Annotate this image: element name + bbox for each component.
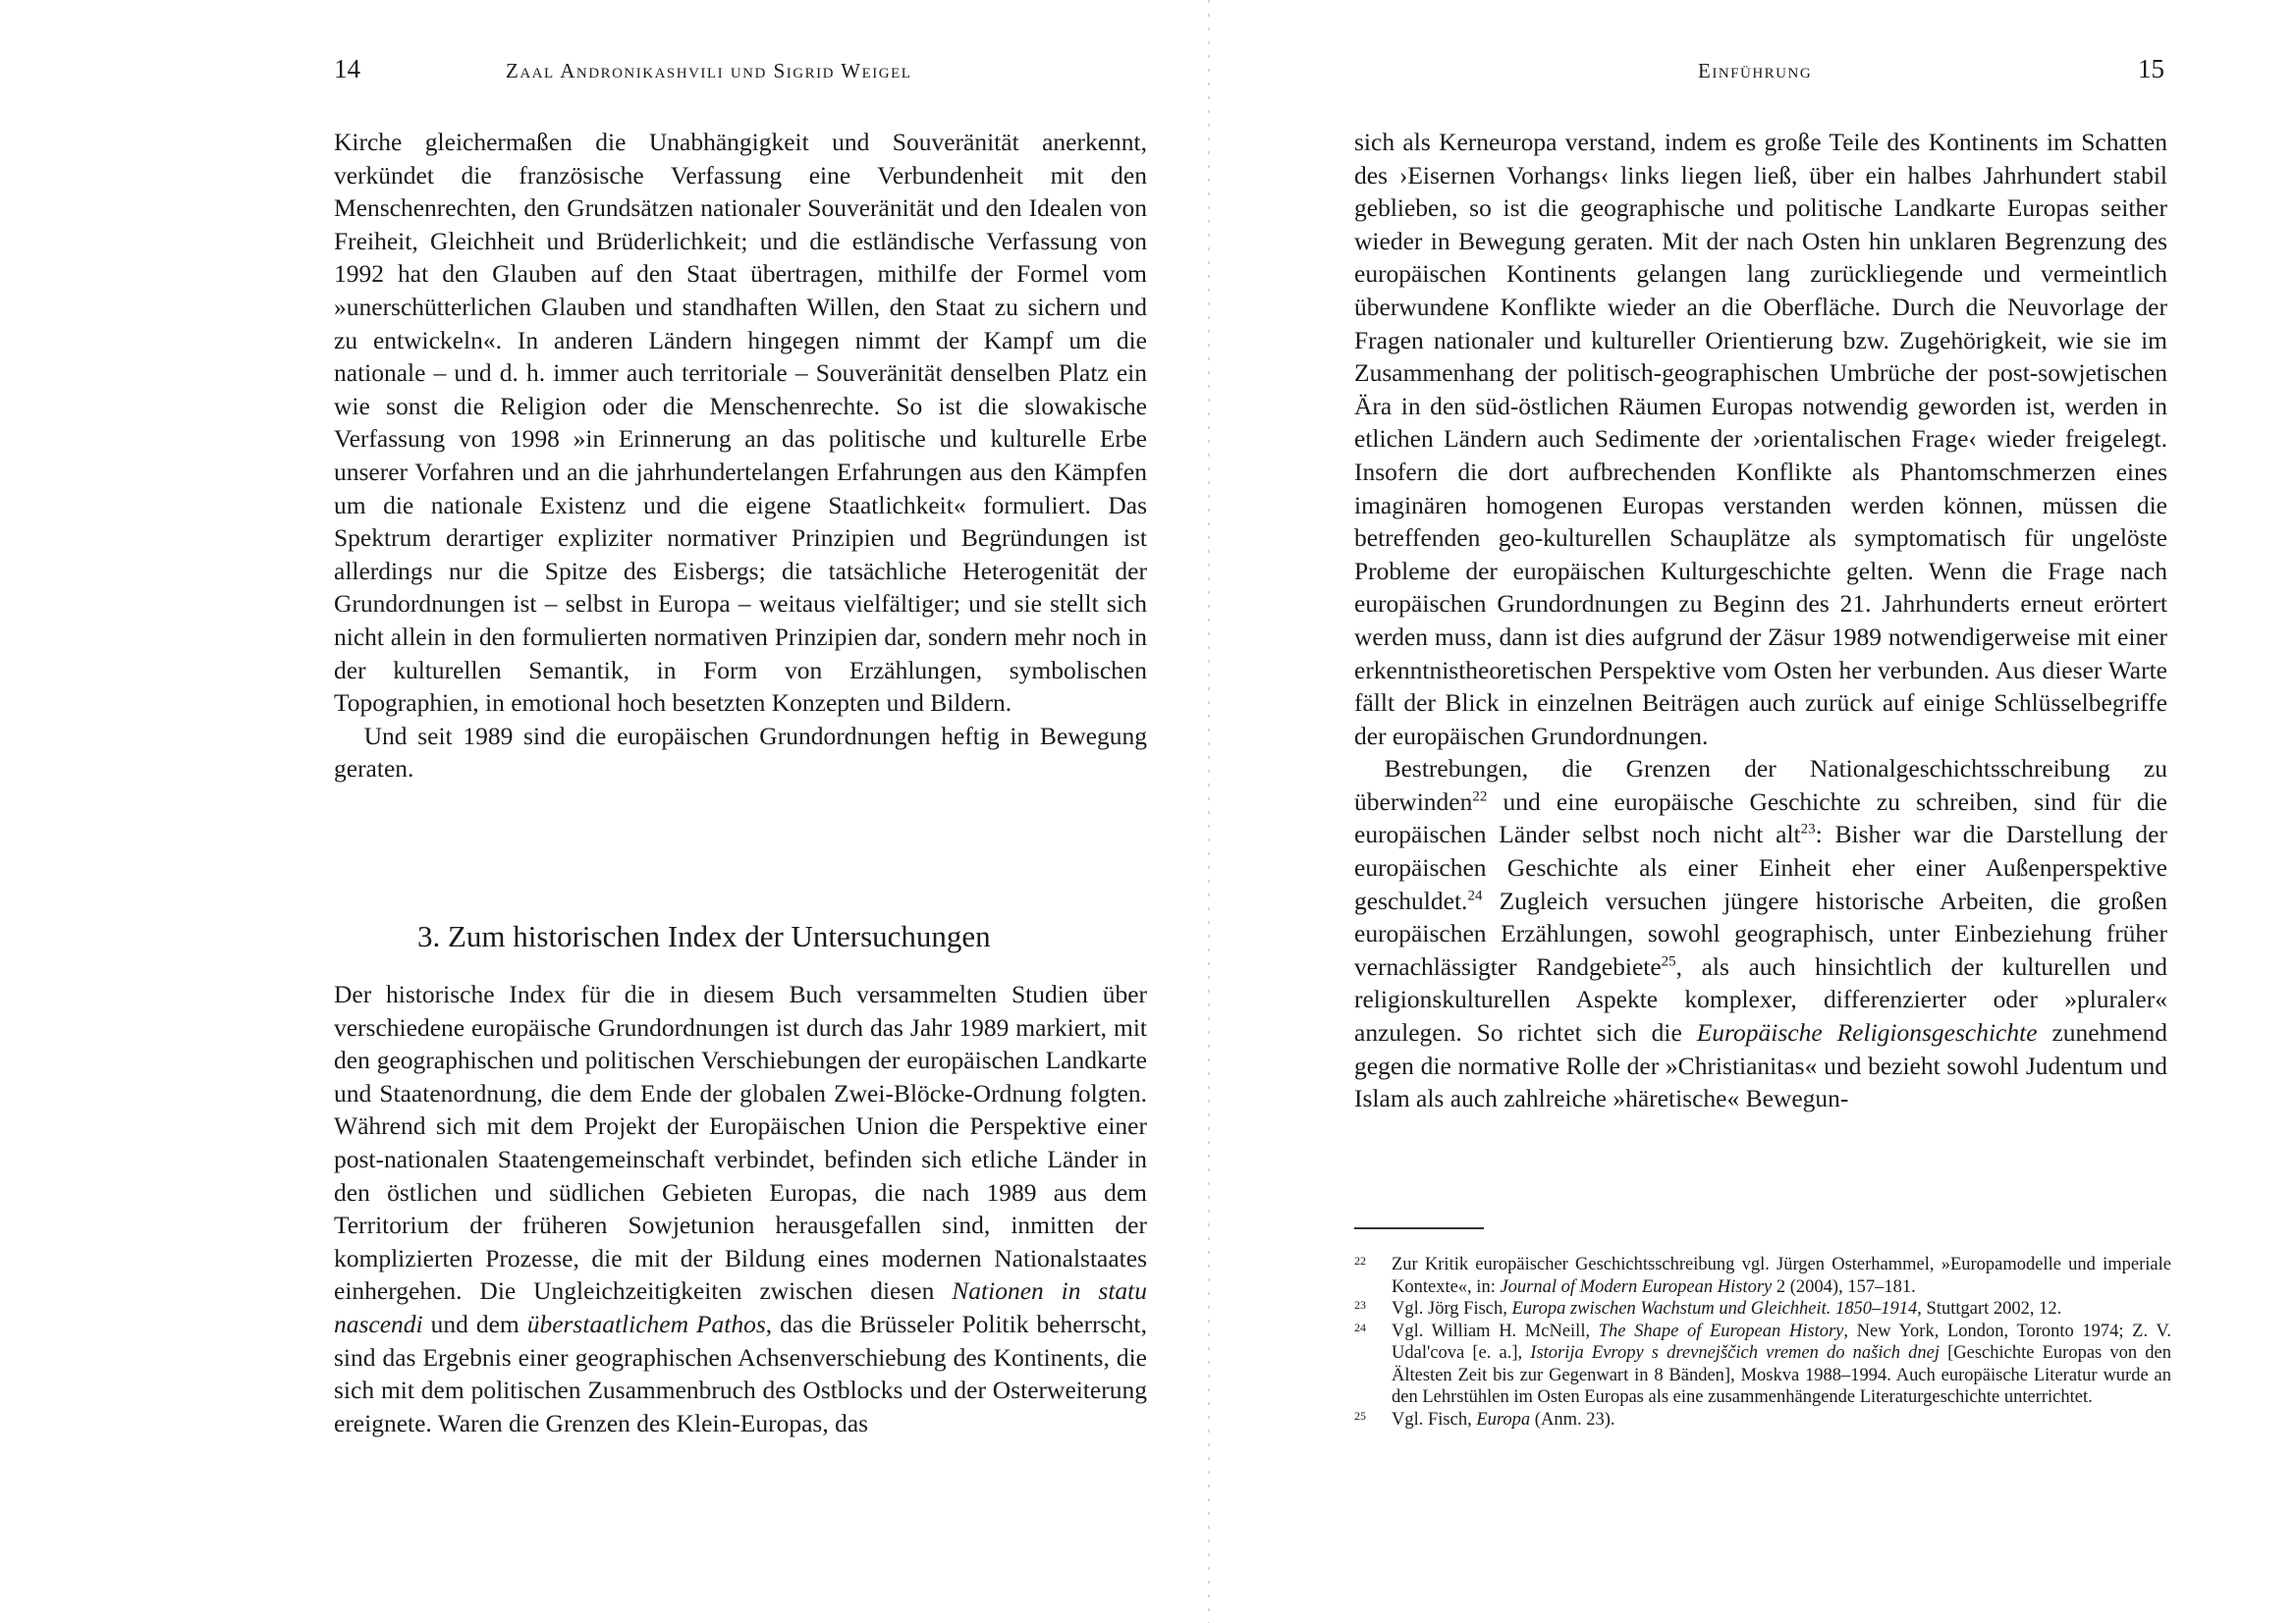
right-page	[1148, 0, 2296, 1623]
footnote-ref: 22	[1472, 788, 1488, 805]
paragraph: sich als Kerneuropa verstand, indem es große Teile des Kontinents im Schatten des ›Eisernen Vorhangs‹ links liegen ließ, über ein halbes Jahrhundert stabil geblieben, so ist die geographische und politische Landkarte Europas seither wieder in Bewegung geraten. Mit der nach Osten hin unklaren Begrenzung des europäischen Kontinents gelangen lang zurückliegende und vermeintlich überwundene Konflikte wieder an die Oberfläche. Durch die Neuvorlage der Fragen nationaler und kultureller Orientierung bzw. Zugehörigkeit, wie sie im Zusammenhang der politisch-geographischen Umbrüche der post-sowjetischen Ära in den süd-östlichen Räumen Europas notwendig geworden ist, werden in etlichen Ländern auch Sedimente der ›orientalischen Frage‹ wieder freigelegt. Insofern die dort aufbrechenden Konflikte als Phantomschmerzen eines imaginären homogenen Europas verstanden werden können, müssen die betreffenden geo-kulturellen Schauplätze als symptomatisch für ungelöste Probleme der europäischen Kulturgeschichte gelten. Wenn die Frage nach europäischen Grundordnungen zu Beginn des 21. Jahrhunderts erneut erörtert werden muss, dann ist dies aufgrund der Zäsur 1989 notwendigerweise mit einer erkenntnistheoretischen Perspektive vom Osten her verbunden. Aus dieser Warte fällt der Blick in einzelnen Beiträgen auch zurück auf einige Schlüsselbegriffe der europäischen Grundordnungen.	[1354, 128, 2167, 750]
paragraph: Kirche gleichermaßen die Unabhängigkeit und Souveränität anerkennt, verkündet die französische Verfassung eine Verbundenheit mit den Menschenrechten, den Grundsätzen nationaler Souveränität und den Idealen von Freiheit, Gleichheit und Brüderlichkeit; und die estländische Verfassung von 1992 hat den Glauben auf den Staat übertragen, mithilfe der Formel vom »unerschütterlichen Glauben und standhaften Willen, den Staat zu sichern und zu entwickeln«. In anderen Ländern hingegen nimmt der Kampf um die nationale – und d. h. immer auch territoriale – Souveränität denselben Platz ein wie sonst die Religion oder die Menschenrechte. So ist die slowakische Verfassung von 1998 »in Erinnerung an das politische und kulturelle Erbe unserer Vorfahren und an die jahrhundertelangen Erfahrungen aus den Kämpfen um die nationale Existenz und die eigene Staatlichkeit« formuliert. Das Spektrum derartiger expliziter normativer Prinzipien und Begründungen ist allerdings nur die Spitze des Eisbergs; die tatsächliche Heterogenität der Grundordnungen ist – selbst in Europa – weitaus vielfältiger; und sie stellt sich nicht allein in den formulierten normativen Prinzipien dar, sondern mehr noch in der kulturellen Semantik, in Form von Erzählungen, symbolischen Topographien, in emotional hoch besetzten Konzepten und Bildern.	[334, 128, 1147, 718]
footnote-25: 25 Vgl. Fisch, Europa (Anm. 23).	[1354, 1408, 1615, 1430]
footnote-ref: 25	[1661, 953, 1676, 970]
paragraph: Bestrebungen, die Grenzen der Nationalgeschichtsschreibung zu überwinden$^{22}$ und eine europäische Geschichte zu schreiben, sind für die europäischen Länder selbst noch nicht alt$^{23}$: Bisher war die Darstellung der europäischen Geschichte als einer Einheit eher einer Außenperspektive geschuldet.$^{24}$ Zugleich versuchen jüngere historische Arbeiten, die großen europäischen Erzählungen, sowohl geographisch, unter Einbeziehung früher vernachlässigter Randgebiete$^{25}$, als auch hinsichtlich der kulturellen und religionskulturellen Aspekte komplexer, differenzierter oder »pluraler« anzulegen. So richtet sich die Europäische Religionsgeschichte zunehmend gegen die normative Rolle der »Christianitas« und bezieht sowohl Judentum und Islam als auch zahlreiche »häretische« Bewegun-	[1354, 754, 2168, 1113]
paragraph: Und seit 1989 sind die europäischen Grundordnungen heftig in Bewegung geraten.	[334, 721, 1147, 784]
footnotes	[1354, 1254, 2171, 1431]
footnote-24: 24 Vgl. William H. McNeill, The Shape of European History, New York, London, Toronto 1974; Z. V. Udal'cova [e. a.], Istorija Evropy s drevnejščich vremen do našich dnej [Geschichte Europas von den Ältesten Zeit bis zur Gegenwart in 8 Bänden], Moskva 1988–1994. Auch europäische Literatur wurde an den Lehrstühlen im Osten Europas als eine zusammenhängende Literaturgeschichte unterrichtet.	[1354, 1320, 2171, 1407]
footnote-ref: 24	[1467, 888, 1483, 904]
page-number: 15	[2138, 54, 2164, 83]
left-text-block	[334, 126, 1147, 785]
paragraph: Der historische Index für die in diesem Buch versammelten Studien über verschiedene europäische Grundordnungen ist durch das Jahr 1989 markiert, mit den geographischen und politischen Verschiebungen der europäischen Landkarte und Staatenordnung, die dem Ende der globalen Zwei-Blöcke-Ordnung folgten. Während sich mit dem Projekt der Europäischen Union die Perspektive einer post-nationalen Staatengemeinschaft verbindet, befinden sich etliche Länder in den östlichen und südlichen Gebieten Europas, die nach 1989 aus dem Territorium der früheren Sowjetunion herausgefallen sind, inmitten der komplizierten Prozesse, die mit der Bildung eines modernen Nationalstaates einhergehen. Die Ungleichzeitigkeiten zwischen diesen Nationen in statu nascendi und dem überstaatlichem Pathos, das die Brüsseler Politik beherrscht, sind das Ergebnis einer geographischen Achsenverschiebung des Kontinents, die sich mit dem politischen Zusammenbruch des Ostblocks und der Osterweiterung ereignete. Waren die Grenzen des Klein-Europas, das	[334, 980, 1148, 1437]
running-head: Einführung	[1698, 59, 1813, 82]
footnote-22: 22 Zur Kritik europäischer Geschichtsschreibung vgl. Jürgen Osterhammel, »Europamodelle und imperiale Kontexte«, in: Journal of Modern European History 2 (2004), 157–181.	[1354, 1254, 2171, 1297]
footnote-ref: 23	[1800, 821, 1816, 838]
right-text-block	[1354, 126, 2167, 1115]
running-head: Zaal Andronikashvili und Sigrid Weigel	[506, 59, 912, 82]
footnote-rule	[1354, 1227, 1484, 1229]
footnote-23: 23 Vgl. Jörg Fisch, Europa zwischen Wachstum und Gleichheit. 1850–1914, Stuttgart 2002, 12.	[1354, 1298, 2062, 1319]
section-heading: 3. Zum historischen Index der Untersuchungen	[417, 919, 991, 953]
left-text-block-2	[334, 978, 1147, 1439]
page-number: 14	[334, 54, 360, 83]
